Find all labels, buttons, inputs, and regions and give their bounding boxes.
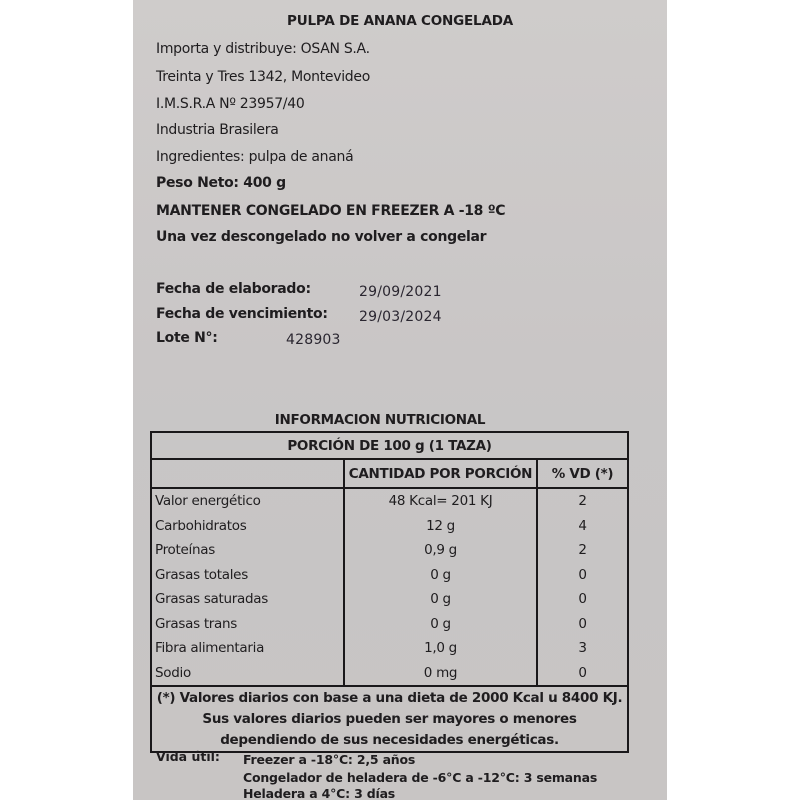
nutrient-name: Grasas totales bbox=[151, 563, 344, 588]
nutrient-daily-value: 2 bbox=[537, 488, 628, 514]
nutrient-quantity: 0 mg bbox=[344, 661, 537, 687]
table-row bbox=[151, 661, 628, 687]
header-quantity: CANTIDAD POR PORCIÓN bbox=[344, 459, 537, 488]
nutrient-name: Grasas saturadas bbox=[151, 587, 344, 612]
portion-size: PORCIÓN DE 100 g (1 TAZA) bbox=[151, 432, 628, 459]
nutrient-name: Valor energético bbox=[151, 488, 344, 514]
nutrient-quantity: 0 g bbox=[344, 587, 537, 612]
lot-number-value: 428903 bbox=[286, 332, 341, 348]
nutrition-title bbox=[133, 412, 667, 428]
nutrient-quantity: 12 g bbox=[344, 514, 537, 539]
lot-number-label: Lote N°: bbox=[156, 330, 218, 346]
footnote-line: dependiendo de sus necesidades energéticas. bbox=[220, 731, 559, 748]
net-weight-line: Peso Neto: 400 g bbox=[156, 175, 286, 191]
nutrition-table bbox=[150, 431, 629, 753]
product-title: PULPA DE ANANA CONGELADA bbox=[287, 13, 513, 29]
manufacture-date-label: Fecha de elaborado: bbox=[156, 281, 311, 297]
nutrient-name: Grasas trans bbox=[151, 612, 344, 637]
shelf-life-label: Vida útil: bbox=[156, 749, 220, 764]
header-nutrient bbox=[151, 459, 344, 488]
origin-line: Industria Brasilera bbox=[156, 122, 279, 138]
table-row bbox=[151, 612, 628, 637]
expiry-date-value: 29/03/2024 bbox=[359, 309, 442, 325]
footnote-line: Sus valores diarios pueden ser mayores o menores bbox=[202, 710, 577, 727]
table-row bbox=[151, 488, 628, 514]
shelf-life-freezer: Freezer a -18°C: 2,5 años bbox=[243, 752, 416, 767]
table-row bbox=[151, 514, 628, 539]
nutrient-quantity: 0 g bbox=[344, 612, 537, 637]
refreeze-warning-line: Una vez descongelado no volver a congelar bbox=[156, 229, 487, 245]
table-row bbox=[151, 636, 628, 661]
nutrient-name: Proteínas bbox=[151, 538, 344, 563]
registration-line: I.M.S.R.A Nº 23957/40 bbox=[156, 96, 305, 112]
nutrition-title-text: INFORMACION NUTRICIONAL bbox=[274, 412, 486, 428]
nutrient-daily-value: 0 bbox=[537, 587, 628, 612]
address-line: Treinta y Tres 1342, Montevideo bbox=[156, 69, 370, 85]
nutrient-daily-value: 4 bbox=[537, 514, 628, 539]
nutrient-daily-value: 0 bbox=[537, 563, 628, 588]
nutrient-daily-value: 0 bbox=[537, 612, 628, 637]
daily-value-footnote bbox=[151, 686, 628, 752]
nutrient-quantity: 48 Kcal= 201 KJ bbox=[344, 488, 537, 514]
nutrient-daily-value: 3 bbox=[537, 636, 628, 661]
product-label bbox=[133, 0, 667, 800]
storage-warning-line: MANTENER CONGELADO EN FREEZER A -18 ºC bbox=[156, 203, 506, 219]
nutrient-quantity: 0,9 g bbox=[344, 538, 537, 563]
nutrient-daily-value: 0 bbox=[537, 661, 628, 687]
table-row bbox=[151, 563, 628, 588]
nutrient-name: Fibra alimentaria bbox=[151, 636, 344, 661]
footnote-line: (*) Valores diarios con base a una dieta de 2000 Kcal u 8400 KJ. bbox=[156, 689, 623, 706]
manufacture-date-value: 29/09/2021 bbox=[359, 284, 442, 300]
nutrient-name: Sodio bbox=[151, 661, 344, 687]
ingredients-line: Ingredientes: pulpa de ananá bbox=[156, 149, 354, 165]
expiry-date-label: Fecha de vencimiento: bbox=[156, 306, 328, 322]
shelf-life-fridge: Heladera a 4°C: 3 días bbox=[243, 786, 396, 801]
header-daily-value: % VD (*) bbox=[537, 459, 628, 488]
shelf-life-fridge-freezer: Congelador de heladera de -6°C a -12°C: 3 semanas bbox=[243, 770, 598, 785]
nutrient-quantity: 0 g bbox=[344, 563, 537, 588]
table-row bbox=[151, 587, 628, 612]
nutrient-daily-value: 2 bbox=[537, 538, 628, 563]
table-row bbox=[151, 538, 628, 563]
nutrient-name: Carbohidratos bbox=[151, 514, 344, 539]
nutrient-quantity: 1,0 g bbox=[344, 636, 537, 661]
importer-line: Importa y distribuye: OSAN S.A. bbox=[156, 41, 370, 57]
